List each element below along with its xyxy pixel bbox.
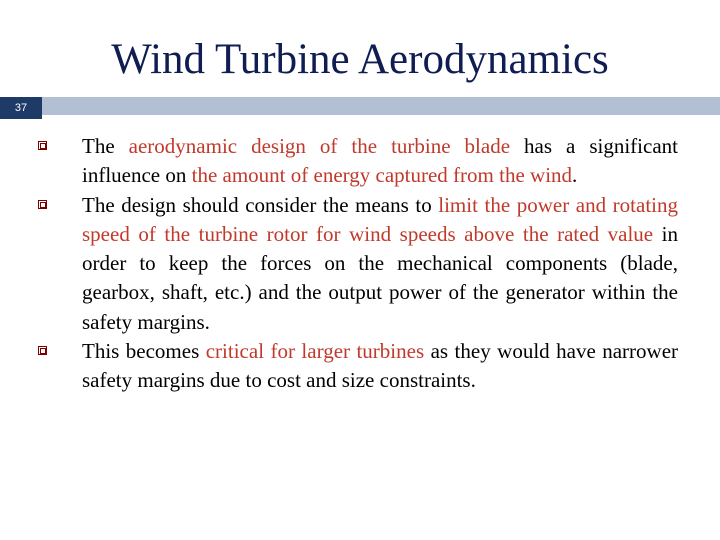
highlighted-text: limit the power and rotating speed of the turbine rotor for wind speeds above the rated value — [82, 192, 678, 246]
bullet-item — [38, 191, 678, 337]
square-bullet-icon — [38, 141, 47, 150]
highlighted-text: critical for larger turbines — [205, 339, 425, 364]
highlighted-text: aerodynamic design of the turbine blade — [128, 134, 511, 158]
slide-title: Wind Turbine Aerodynamics — [111, 36, 609, 83]
bullet-item — [38, 337, 678, 396]
bullet-text: . — [572, 163, 578, 188]
bullet-list — [38, 132, 678, 396]
bullet-text: in order to keep the forces on the mechanical components (blade, gearbox, shaft, etc.) and the output power of the generator within the safety margins. — [82, 221, 678, 334]
bullet-item — [38, 132, 678, 191]
bullet-text: has a significant influence on — [82, 134, 678, 188]
bullet-text: as they would have narrower safety margins due to cost and size constraints. — [82, 339, 679, 393]
slide-number: 37 — [0, 97, 42, 119]
highlighted-text: the amount of energy captured from the wind — [191, 163, 573, 188]
bullet-text: This becomes — [82, 339, 206, 364]
bullet-text: The — [82, 134, 129, 158]
square-bullet-icon — [38, 200, 47, 209]
bullet-text: The design should consider the means to — [82, 192, 439, 217]
header-rule — [42, 97, 720, 115]
square-bullet-icon — [38, 346, 47, 355]
